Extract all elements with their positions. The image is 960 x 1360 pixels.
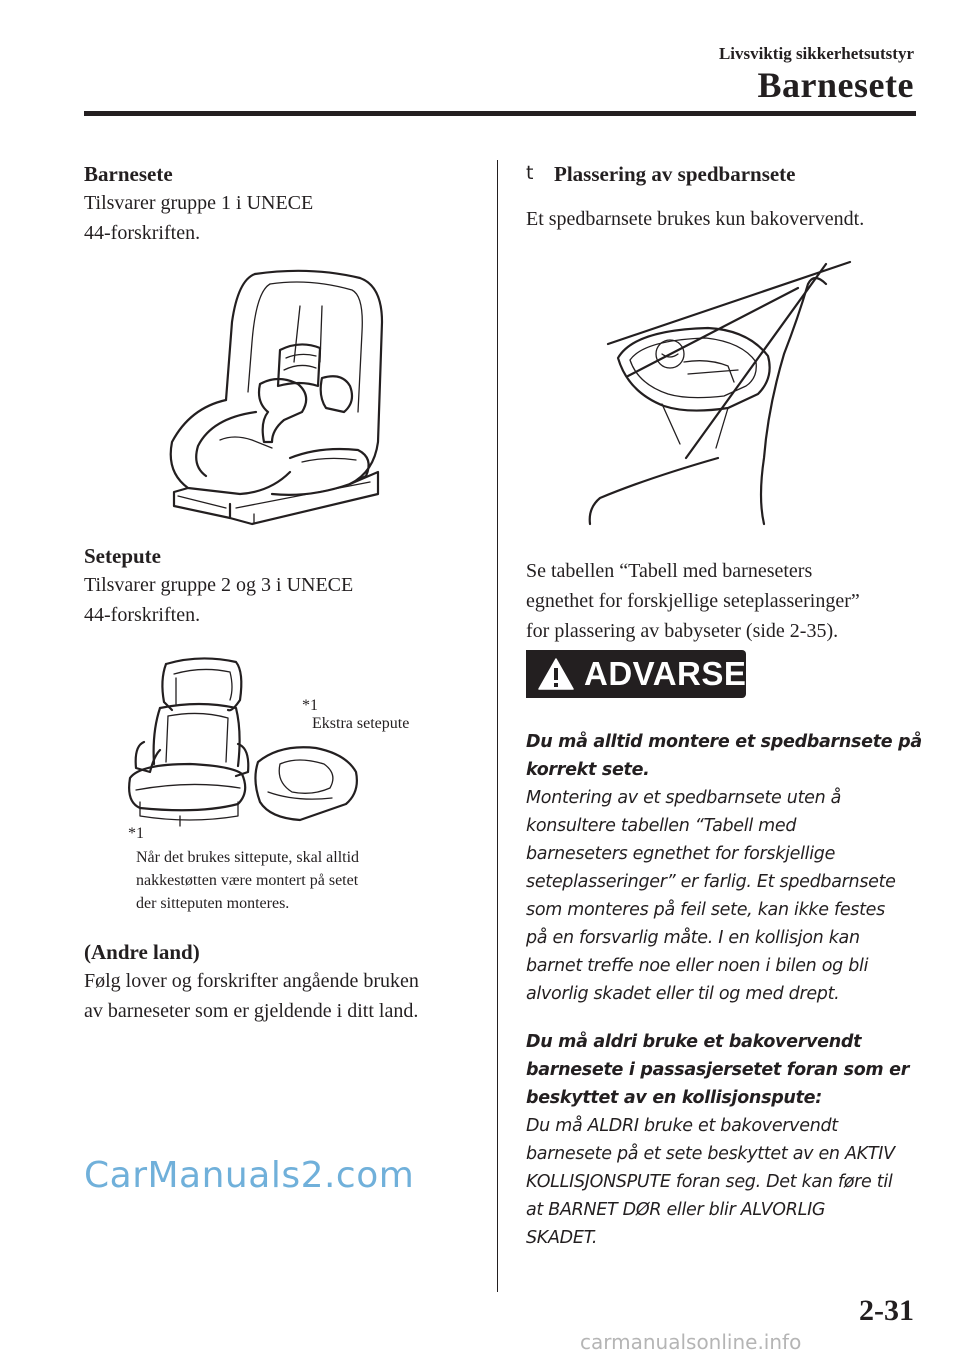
chapter-title: Barnesete bbox=[757, 65, 914, 105]
warning-p1-bold-1: Du må alltid montere et spedbarnsete på bbox=[526, 732, 922, 752]
setepute-text-2: 44-forskriften. bbox=[84, 604, 201, 626]
infant-seat-illustration bbox=[588, 258, 868, 528]
footer-watermark: carmanualsonline.info bbox=[580, 1330, 802, 1354]
andre-land-text-2: av barneseter som er gjeldende i ditt land. bbox=[84, 1000, 419, 1022]
watermark: CarManuals2.com bbox=[84, 1155, 415, 1196]
warning-p1-line-6: på en forsvarlig måte. I en kollisjon kan bbox=[526, 928, 860, 948]
warning-p1-line-8: alvorlig skadet eller til og med drept. bbox=[526, 984, 840, 1004]
warning-p2-line-5: SKADET. bbox=[526, 1228, 598, 1248]
warning-badge-label: ADVARSEL bbox=[584, 655, 768, 692]
booster-seat-illustration bbox=[120, 652, 380, 832]
warning-p1-line-3: barneseters egnethet for forskjellige bbox=[526, 844, 836, 864]
barnesete-heading: Barnesete bbox=[84, 162, 173, 186]
warning-badge bbox=[526, 650, 768, 698]
reference-line-3: for plassering av babyseter (side 2-35). bbox=[526, 620, 839, 642]
note-line-2: nakkestøtten være montert på setet bbox=[136, 872, 359, 889]
warning-p1-line-5: som monteres på feil sete, kan ikke festes bbox=[526, 900, 885, 920]
andre-land-text-1: Følg lover og forskrifter angående bruken bbox=[84, 970, 419, 992]
note-line-1: Når det brukes sittepute, skal alltid bbox=[136, 849, 360, 866]
column-divider bbox=[497, 160, 498, 1292]
warning-p1-line-1: Montering av et spedbarnsete uten å bbox=[526, 788, 842, 808]
note-line-3: der sitteputen monteres. bbox=[136, 895, 290, 912]
warning-p2-line-4: at BARNET DØR eller blir ALVORLIG bbox=[526, 1200, 826, 1220]
callout-label: Ekstra setepute bbox=[312, 715, 410, 732]
reference-line-1: Se tabellen “Tabell med barneseters bbox=[526, 560, 813, 582]
warning-p2-line-2: barnesete på et sete beskyttet av en AKTIV bbox=[526, 1144, 895, 1164]
callout-mark: *1 bbox=[302, 697, 318, 714]
plassering-heading: Plassering av spedbarnsete bbox=[554, 162, 796, 186]
reference-line-2: egnethet for forskjellige seteplasseringer” bbox=[526, 590, 860, 612]
header-rule bbox=[84, 111, 916, 116]
section-bullet: t bbox=[526, 162, 534, 184]
child-seat-illustration bbox=[160, 262, 390, 534]
warning-p1-bold-2: korrekt sete. bbox=[526, 760, 650, 780]
setepute-text-1: Tilsvarer gruppe 2 og 3 i UNECE bbox=[84, 574, 354, 596]
warning-p1-line-2: konsultere tabellen “Tabell med bbox=[526, 816, 797, 836]
barnesete-text-1: Tilsvarer gruppe 1 i UNECE bbox=[84, 192, 314, 214]
warning-p1-line-7: barnet treffe noe eller noen i bilen og bli bbox=[526, 956, 869, 976]
note-mark: *1 bbox=[128, 825, 144, 842]
warning-p1-line-4: seteplasseringer” er farlig. Et spedbarnsete bbox=[526, 872, 896, 892]
warning-p2-line-1: Du må ALDRI bruke et bakovervendt bbox=[526, 1116, 838, 1136]
warning-triangle-icon bbox=[538, 658, 574, 690]
barnesete-text-2: 44-forskriften. bbox=[84, 222, 201, 244]
andre-land-heading: (Andre land) bbox=[84, 940, 200, 964]
warning-p2-bold-1: Du må aldri bruke et bakovervendt bbox=[526, 1032, 862, 1052]
setepute-heading: Setepute bbox=[84, 544, 161, 568]
plassering-text: Et spedbarnsete brukes kun bakovervendt. bbox=[526, 208, 865, 230]
page-number: 2-31 bbox=[859, 1294, 914, 1327]
warning-p2-line-3: KOLLISJONSPUTE foran seg. Det kan føre til bbox=[526, 1172, 893, 1192]
warning-p2-bold-2: barnesete i passasjersetet foran som er bbox=[526, 1060, 910, 1080]
section-label: Livsviktig sikkerhetsutstyr bbox=[718, 44, 914, 63]
warning-p2-bold-3: beskyttet av en kollisjonspute: bbox=[526, 1088, 822, 1108]
